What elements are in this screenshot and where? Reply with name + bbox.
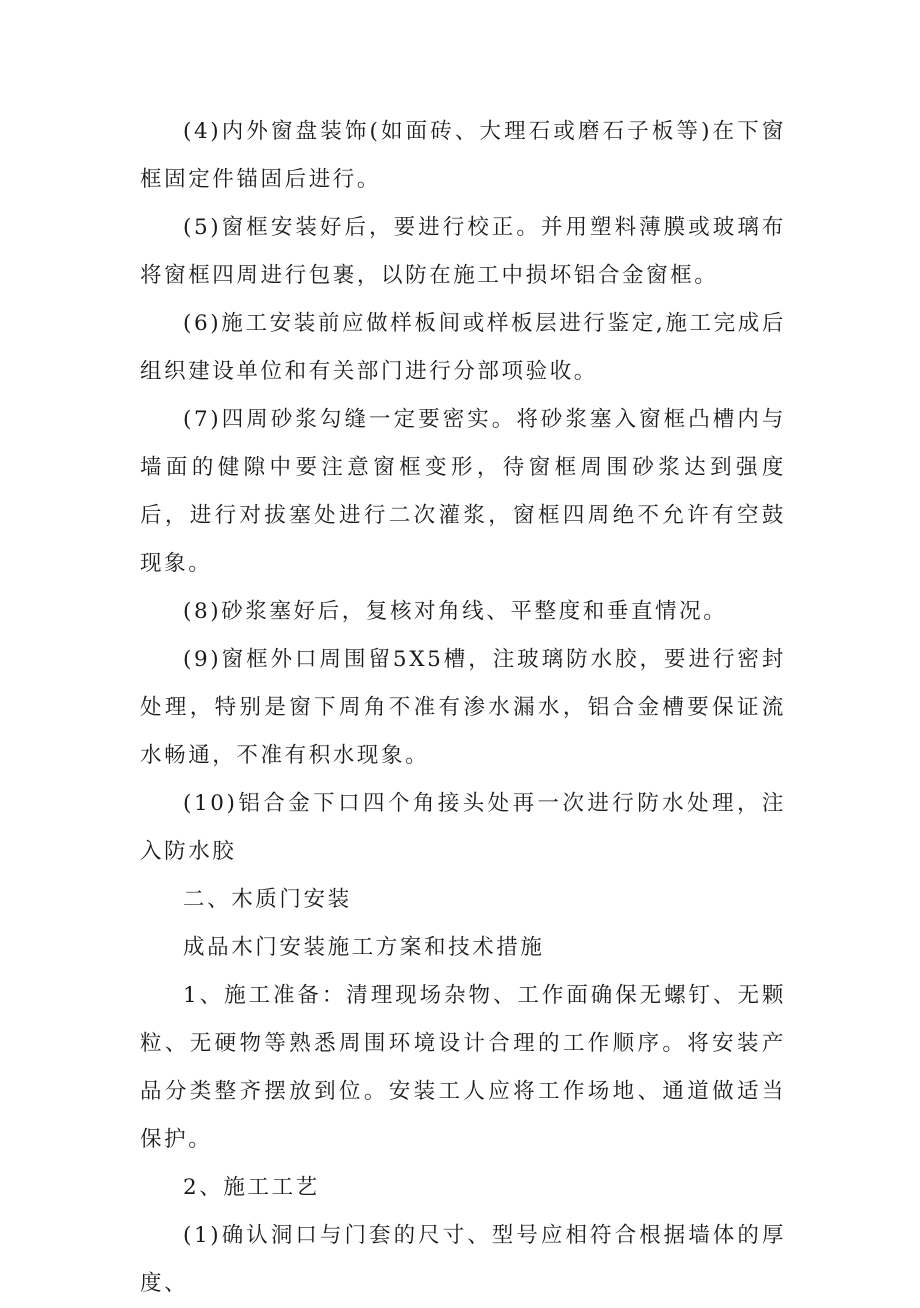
step-1-paragraph: 1、施工准备：清理现场杂物、工作面确保无螺钉、无颗粒、无硬物等熟悉周围环境设计合理的工作顺序。将安装产品分类整齐摆放到位。安装工人应将工作场地、通道做适当保护。: [140, 983, 786, 1152]
step-2-item-1: (1)确认洞口与门套的尺寸、型号应相符合根据墙体的厚度、: [140, 1223, 786, 1296]
paragraph-10: (10)铝合金下口四个角接头处再一次进行防水处理，注入防水胶: [140, 791, 786, 864]
paragraph-5: (5)窗框安装好后，要进行校正。并用塑料薄膜或玻璃布将窗框四周进行包裹，以防在施工中损坏铝合金窗框。: [140, 215, 786, 288]
paragraph-9: (9)窗框外口周围留5X5槽，注玻璃防水胶，要进行密封处理，特别是窗下周角不准有渗水漏水，铝合金槽要保证流水畅通，不准有积水现象。: [140, 647, 786, 768]
document-body: [140, 108, 786, 1308]
section-heading: 二、木质门安装: [183, 887, 352, 912]
paragraph-7: (7)四周砂浆勾缝一定要密实。将砂浆塞入窗框凸槽内与墙面的健隙中要注意窗框变形，待窗框周围砂浆达到强度后，进行对拔塞处进行二次灌浆，窗框四周绝不允许有空鼓现象。: [140, 407, 786, 576]
paragraph-8: (8)砂浆塞好后，复核对角线、平整度和垂直情况。: [183, 599, 728, 624]
paragraph-6: (6)施工安装前应做样板间或样板层进行鉴定,施工完成后组织建设单位和有关部门进行分部项验收。: [140, 311, 786, 384]
subheading: 成品木门安装施工方案和技术措施: [183, 935, 545, 960]
paragraph-4: (4)内外窗盘装饰(如面砖、大理石或磨石子板等)在下窗框固定件锚固后进行。: [140, 119, 786, 192]
step-2-title: 2、施工工艺: [183, 1175, 320, 1200]
